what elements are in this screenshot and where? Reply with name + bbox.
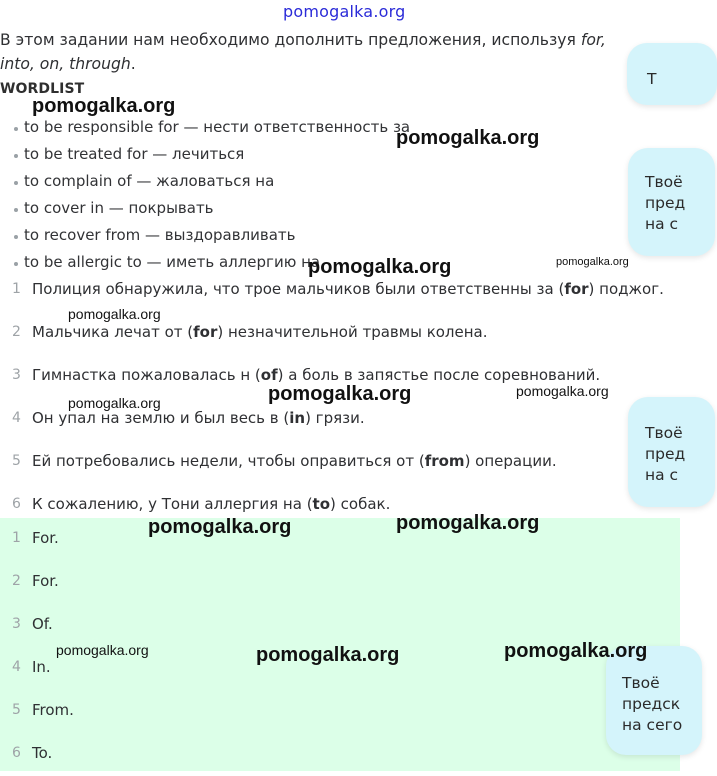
- watermark: pomogalka.org: [256, 644, 400, 666]
- watermark: pomogalka.org: [32, 95, 176, 117]
- sentence-answer: from: [424, 452, 465, 470]
- answer-text: For.: [32, 529, 59, 547]
- wordlist-item: to cover in — покрывать: [0, 195, 620, 222]
- sentence-number: 2: [12, 324, 21, 340]
- watermark: pomogalka.org: [148, 516, 292, 538]
- answer-number: 1: [12, 530, 21, 546]
- card-text: Т: [647, 70, 657, 88]
- answer-text: Of.: [32, 615, 53, 633]
- watermark: pomogalka.org: [556, 256, 629, 268]
- answer-text: In.: [32, 658, 51, 676]
- prediction-card[interactable]: [627, 43, 717, 105]
- card-text: на с: [645, 215, 679, 233]
- answer-text: For.: [32, 572, 59, 590]
- watermark: pomogalka.org: [308, 256, 452, 278]
- sentence-item: [0, 448, 640, 491]
- sentence-item: [0, 319, 640, 362]
- intro-prefix: В этом задании нам необходимо дополнить предложения, используя: [0, 31, 581, 49]
- watermark: pomogalka.org: [68, 395, 161, 411]
- intro-suffix: .: [130, 55, 136, 73]
- intro-words: for, into, on, through: [0, 31, 606, 73]
- watermark: pomogalka.org: [396, 127, 540, 149]
- card-text: Твоё: [622, 674, 660, 692]
- card-text: пред: [645, 194, 686, 212]
- answer-number: 2: [12, 573, 21, 589]
- card-text: Твоё: [645, 424, 683, 442]
- prediction-card[interactable]: [628, 148, 715, 256]
- wordlist-item: to recover from — выздоравливать: [0, 222, 620, 249]
- answer-item: [0, 733, 680, 776]
- wordlist-item: to complain of — жаловаться на: [0, 168, 620, 195]
- sentence-number: 6: [12, 496, 21, 512]
- answer-item: [0, 561, 680, 604]
- sentence-answer: to: [312, 495, 331, 513]
- sentence-answer: of: [260, 366, 278, 384]
- card-text: пред: [645, 445, 686, 463]
- card-text: Твоё: [645, 173, 683, 191]
- sentence-text: Гимнастка пожаловалась н (of) а боль в запястье после соревнований.: [32, 366, 601, 384]
- sentence-number: 3: [12, 367, 21, 383]
- answer-number: 3: [12, 616, 21, 632]
- wordlist-title: WORDLIST: [0, 81, 85, 97]
- answer-text: To.: [32, 744, 53, 762]
- sentence-number: 4: [12, 410, 21, 426]
- answer-number: 4: [12, 659, 21, 675]
- watermark: pomogalka.org: [68, 306, 161, 322]
- sentence-item: [0, 405, 640, 448]
- watermark: pomogalka.org: [268, 383, 412, 405]
- wordlist-item: to be responsible for — нести ответственность за: [0, 114, 620, 141]
- site-watermark-top: pomogalka.org: [283, 2, 406, 21]
- prediction-card[interactable]: [628, 397, 715, 507]
- sentence-answer: for: [564, 280, 589, 298]
- sentence-text: Мальчика лечат от (for) незначительной травмы колена.: [32, 323, 488, 341]
- task-intro: [0, 28, 625, 76]
- answer-item: [0, 518, 680, 561]
- card-text: на с: [645, 466, 679, 484]
- answer-item: [0, 690, 680, 733]
- sentence-text: Полиция обнаружила, что трое мальчиков были ответственны за (for) поджог.: [32, 280, 664, 298]
- card-text: предск: [622, 695, 681, 713]
- answer-text: From.: [32, 701, 74, 719]
- answer-number: 5: [12, 702, 21, 718]
- answer-number: 6: [12, 745, 21, 761]
- watermark: pomogalka.org: [504, 640, 648, 662]
- sentence-number: 5: [12, 453, 21, 469]
- wordlist-item: to be treated for — лечиться: [0, 141, 620, 168]
- sentence-answer: in: [289, 409, 306, 427]
- sentence-text: Он упал на землю и был весь в (in) грязи.: [32, 409, 365, 427]
- wordlist-item: to be allergic to — иметь аллергию на: [0, 249, 620, 276]
- watermark: pomogalka.org: [516, 383, 609, 399]
- sentence-text: Ей потребовались недели, чтобы оправиться от (from) операции.: [32, 452, 557, 470]
- watermark: pomogalka.org: [396, 512, 540, 534]
- card-text: на сего: [622, 716, 683, 734]
- sentence-number: 1: [12, 281, 21, 297]
- sentence-answer: for: [193, 323, 218, 341]
- watermark: pomogalka.org: [56, 642, 149, 658]
- sentence-text: К сожалению, у Тони аллергия на (to) собак.: [32, 495, 391, 513]
